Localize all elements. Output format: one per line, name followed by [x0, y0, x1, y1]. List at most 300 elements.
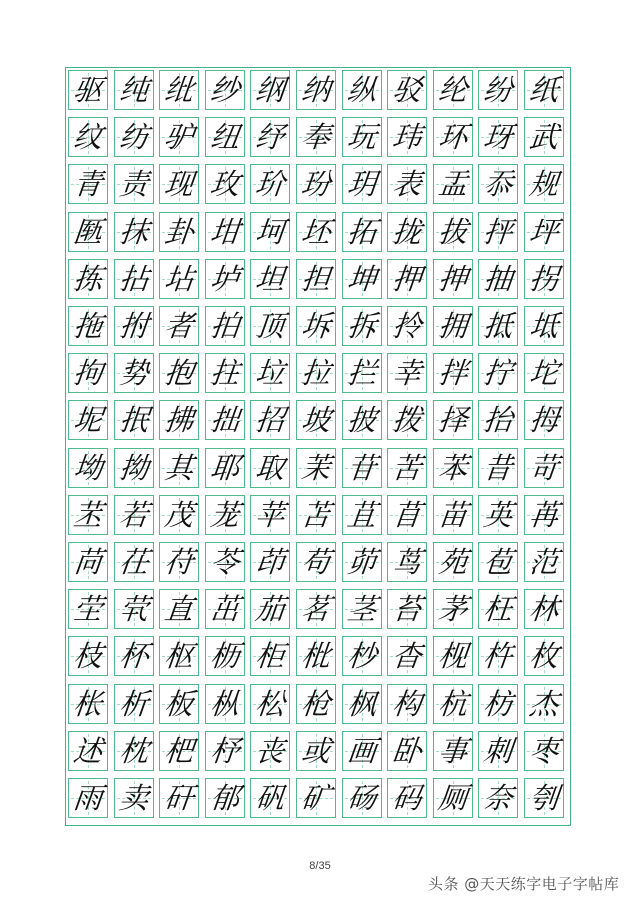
character-cell: [159, 495, 199, 535]
character-cell: [68, 778, 108, 818]
character-cell: [114, 353, 154, 393]
character-glyph: 抬: [482, 402, 515, 437]
grid-row: [66, 306, 570, 346]
character-cell: [296, 164, 336, 204]
character-cell: [387, 353, 427, 393]
character-cell: [296, 117, 336, 157]
character-glyph: 事: [436, 733, 470, 768]
character-glyph: 苓: [208, 544, 242, 579]
character-glyph: 杵: [482, 638, 515, 673]
character-glyph: 取: [254, 450, 287, 485]
character-cell: [68, 542, 108, 582]
character-cell: [68, 259, 108, 299]
character-glyph: 苦: [390, 450, 424, 485]
character-cell: [159, 70, 199, 110]
character-glyph: 茔: [71, 591, 105, 626]
character-glyph: 玥: [345, 166, 378, 201]
character-cell: [387, 117, 427, 157]
character-cell: [524, 164, 564, 204]
character-cell: [524, 212, 564, 252]
character-glyph: 拗: [117, 450, 150, 485]
character-cell: [342, 589, 382, 629]
character-glyph: 驳: [390, 72, 424, 107]
character-glyph: 茎: [345, 591, 378, 626]
character-cell: [159, 542, 199, 582]
character-cell: [68, 448, 108, 488]
character-cell: [68, 164, 108, 204]
grid-row: [66, 117, 570, 157]
character-cell: [296, 495, 336, 535]
character-cell: [159, 731, 199, 771]
character-glyph: 玠: [254, 166, 287, 201]
character-cell: [159, 259, 199, 299]
character-cell: [524, 542, 564, 582]
character-glyph: 坼: [299, 308, 333, 343]
character-glyph: 茅: [436, 591, 470, 626]
character-glyph: 抨: [482, 214, 515, 249]
character-glyph: 纰: [162, 72, 196, 107]
character-cell: [524, 636, 564, 676]
character-cell: [250, 684, 290, 724]
character-glyph: 枉: [482, 591, 515, 626]
character-glyph: 纸: [527, 72, 561, 107]
character-cell: [524, 306, 564, 346]
grid-row: [66, 731, 570, 771]
character-glyph: 郁: [208, 780, 242, 815]
character-cell: [250, 164, 290, 204]
character-cell: [205, 70, 245, 110]
character-cell: [342, 212, 382, 252]
character-glyph: 匦: [71, 214, 105, 249]
character-glyph: 松: [254, 686, 287, 721]
character-cell: [478, 448, 518, 488]
character-cell: [433, 589, 473, 629]
character-cell: [114, 212, 154, 252]
character-cell: [478, 542, 518, 582]
character-glyph: 苒: [527, 497, 561, 532]
character-cell: [114, 542, 154, 582]
character-cell: [68, 495, 108, 535]
character-glyph: 杷: [162, 733, 196, 768]
character-glyph: 抱: [162, 355, 196, 390]
character-cell: [433, 636, 473, 676]
character-cell: [114, 448, 154, 488]
character-glyph: 武: [527, 119, 561, 154]
character-glyph: 青: [71, 166, 105, 201]
character-glyph: 招: [254, 402, 287, 437]
character-cell: [387, 306, 427, 346]
character-glyph: 杰: [527, 686, 561, 721]
character-glyph: 茕: [117, 591, 150, 626]
character-cell: [524, 117, 564, 157]
character-cell: [342, 778, 382, 818]
character-cell: [205, 589, 245, 629]
character-glyph: 茉: [299, 450, 333, 485]
character-cell: [68, 589, 108, 629]
character-glyph: 柜: [254, 638, 287, 673]
character-glyph: 抹: [117, 214, 150, 249]
grid-row: [66, 212, 570, 252]
character-glyph: 玢: [299, 166, 333, 201]
character-glyph: 顶: [254, 308, 287, 343]
character-glyph: 奈: [482, 780, 515, 815]
character-glyph: 纹: [71, 119, 105, 154]
character-glyph: 拦: [345, 355, 378, 390]
character-cell: [387, 542, 427, 582]
character-glyph: 茑: [390, 544, 424, 579]
character-glyph: 拔: [436, 214, 470, 249]
character-glyph: 纱: [208, 72, 242, 107]
grid-row: [66, 684, 570, 724]
character-glyph: 枪: [299, 686, 333, 721]
character-glyph: 茂: [162, 497, 196, 532]
character-cell: [433, 778, 473, 818]
character-glyph: 卧: [390, 733, 424, 768]
character-cell: [387, 731, 427, 771]
character-glyph: 耶: [208, 450, 242, 485]
character-glyph: 坦: [254, 261, 287, 296]
character-glyph: 杪: [345, 638, 378, 673]
character-cell: [387, 70, 427, 110]
character-glyph: 苫: [299, 497, 333, 532]
character-glyph: 玮: [390, 119, 424, 154]
character-glyph: 枧: [436, 638, 470, 673]
character-glyph: 纷: [482, 72, 515, 107]
character-glyph: 拂: [162, 402, 196, 437]
character-cell: [433, 306, 473, 346]
character-glyph: 枕: [117, 733, 150, 768]
character-glyph: 坤: [345, 261, 378, 296]
character-cell: [433, 684, 473, 724]
character-glyph: 纾: [254, 119, 287, 154]
character-cell: [250, 259, 290, 299]
character-cell: [296, 636, 336, 676]
character-cell: [524, 495, 564, 535]
character-glyph: 卦: [162, 214, 196, 249]
character-glyph: 茁: [208, 591, 242, 626]
character-glyph: 坻: [527, 308, 561, 343]
character-glyph: 构: [390, 686, 424, 721]
character-cell: [524, 684, 564, 724]
character-cell: [524, 778, 564, 818]
character-cell: [478, 70, 518, 110]
character-glyph: 苑: [436, 544, 470, 579]
character-cell: [478, 212, 518, 252]
character-glyph: 担: [299, 261, 333, 296]
character-cell: [159, 164, 199, 204]
character-glyph: 者: [162, 308, 196, 343]
page-number: 8/35: [309, 860, 331, 872]
character-glyph: 垃: [254, 355, 287, 390]
character-glyph: 雨: [71, 780, 105, 815]
character-glyph: 英: [482, 497, 515, 532]
character-cell: [250, 495, 290, 535]
character-glyph: 拘: [71, 355, 105, 390]
character-cell: [342, 353, 382, 393]
character-cell: [342, 164, 382, 204]
character-glyph: 拖: [71, 308, 105, 343]
character-cell: [342, 448, 382, 488]
character-glyph: 林: [527, 591, 561, 626]
character-cell: [433, 731, 473, 771]
character-glyph: 苜: [390, 497, 424, 532]
character-cell: [387, 778, 427, 818]
character-glyph: 茆: [345, 544, 378, 579]
character-glyph: 枨: [71, 686, 105, 721]
character-cell: [114, 778, 154, 818]
character-cell: [68, 353, 108, 393]
character-glyph: 矾: [254, 780, 287, 815]
character-glyph: 纽: [208, 119, 242, 154]
character-cell: [205, 778, 245, 818]
character-glyph: 杯: [117, 638, 150, 673]
character-cell: [478, 400, 518, 440]
grid-row: [66, 636, 570, 676]
character-cell: [250, 212, 290, 252]
character-cell: [114, 117, 154, 157]
grid-row: [66, 778, 570, 818]
character-glyph: 抵: [482, 308, 515, 343]
character-glyph: 押: [390, 261, 424, 296]
character-cell: [159, 636, 199, 676]
character-cell: [524, 731, 564, 771]
character-cell: [296, 731, 336, 771]
character-glyph: 拓: [345, 214, 378, 249]
character-cell: [250, 70, 290, 110]
character-glyph: 纲: [254, 72, 287, 107]
character-cell: [296, 353, 336, 393]
character-glyph: 抽: [482, 261, 515, 296]
character-cell: [342, 259, 382, 299]
character-glyph: 直: [162, 591, 196, 626]
character-glyph: 苷: [345, 450, 378, 485]
character-cell: [250, 778, 290, 818]
character-cell: [250, 400, 290, 440]
character-glyph: 苘: [71, 544, 105, 579]
character-glyph: 丧: [254, 733, 287, 768]
character-glyph: 纳: [299, 72, 333, 107]
character-cell: [387, 448, 427, 488]
character-glyph: 昔: [482, 450, 515, 485]
character-cell: [478, 778, 518, 818]
character-cell: [159, 589, 199, 629]
character-glyph: 苗: [436, 497, 470, 532]
character-glyph: 刳: [527, 780, 561, 815]
character-cell: [433, 212, 473, 252]
character-glyph: 苴: [345, 497, 378, 532]
character-glyph: 坷: [254, 214, 287, 249]
character-glyph: 纯: [117, 72, 150, 107]
character-cell: [387, 684, 427, 724]
character-cell: [205, 542, 245, 582]
character-cell: [205, 636, 245, 676]
character-cell: [250, 448, 290, 488]
character-glyph: 坡: [299, 402, 333, 437]
character-glyph: 势: [117, 355, 150, 390]
character-glyph: 杼: [208, 733, 242, 768]
character-glyph: 责: [117, 166, 150, 201]
character-cell: [296, 448, 336, 488]
character-glyph: 析: [117, 686, 150, 721]
character-cell: [114, 589, 154, 629]
character-glyph: 拌: [436, 355, 470, 390]
character-glyph: 苛: [527, 450, 561, 485]
character-cell: [68, 636, 108, 676]
character-cell: [159, 212, 199, 252]
character-glyph: 苟: [299, 544, 333, 579]
grid-row: [66, 589, 570, 629]
character-glyph: 茌: [117, 544, 150, 579]
character-glyph: 砀: [345, 780, 378, 815]
character-cell: [159, 306, 199, 346]
character-cell: [205, 448, 245, 488]
character-glyph: 奉: [299, 119, 333, 154]
character-cell: [433, 353, 473, 393]
character-cell: [478, 353, 518, 393]
character-cell: [68, 70, 108, 110]
character-glyph: 拣: [71, 261, 105, 296]
grid-row: [66, 70, 570, 110]
character-glyph: 枣: [527, 733, 561, 768]
character-glyph: 茏: [208, 497, 242, 532]
character-cell: [205, 259, 245, 299]
character-cell: [205, 306, 245, 346]
character-cell: [433, 400, 473, 440]
character-glyph: 拨: [390, 402, 424, 437]
character-cell: [342, 684, 382, 724]
character-cell: [478, 117, 518, 157]
character-glyph: 茄: [254, 591, 287, 626]
character-glyph: 现: [162, 166, 196, 201]
character-glyph: 披: [345, 402, 378, 437]
character-cell: [205, 684, 245, 724]
character-cell: [433, 495, 473, 535]
character-glyph: 画: [345, 733, 378, 768]
character-glyph: 驱: [71, 72, 105, 107]
character-glyph: 范: [527, 544, 561, 579]
character-cell: [296, 684, 336, 724]
character-cell: [296, 306, 336, 346]
character-cell: [478, 684, 518, 724]
grid-row: [66, 448, 570, 488]
character-glyph: 苔: [390, 591, 424, 626]
character-cell: [433, 259, 473, 299]
character-cell: [250, 306, 290, 346]
character-cell: [250, 353, 290, 393]
character-cell: [524, 589, 564, 629]
character-glyph: 或: [299, 733, 333, 768]
character-glyph: 拢: [390, 214, 424, 249]
character-cell: [387, 400, 427, 440]
character-cell: [159, 684, 199, 724]
character-cell: [478, 259, 518, 299]
character-cell: [68, 117, 108, 157]
character-glyph: 码: [390, 780, 424, 815]
character-cell: [342, 731, 382, 771]
character-glyph: 厕: [436, 780, 470, 815]
character-glyph: 坭: [71, 402, 105, 437]
character-cell: [433, 117, 473, 157]
character-glyph: 矸: [162, 780, 196, 815]
character-glyph: 矿: [299, 780, 333, 815]
character-cell: [524, 448, 564, 488]
character-cell: [205, 164, 245, 204]
character-cell: [68, 684, 108, 724]
character-glyph: 坯: [299, 214, 333, 249]
character-cell: [387, 636, 427, 676]
character-cell: [250, 589, 290, 629]
character-glyph: 卖: [117, 780, 150, 815]
character-glyph: 忝: [482, 166, 515, 201]
character-cell: [296, 259, 336, 299]
character-glyph: 玩: [345, 119, 378, 154]
character-glyph: 枢: [162, 638, 196, 673]
character-cell: [68, 306, 108, 346]
character-glyph: 拄: [208, 355, 242, 390]
character-glyph: 拍: [208, 308, 242, 343]
character-cell: [296, 542, 336, 582]
character-cell: [159, 353, 199, 393]
character-cell: [342, 117, 382, 157]
character-glyph: 拈: [117, 261, 150, 296]
character-glyph: 幸: [390, 355, 424, 390]
character-cell: [250, 542, 290, 582]
character-glyph: 枋: [482, 686, 515, 721]
character-glyph: 刺: [482, 733, 515, 768]
character-glyph: 坫: [162, 261, 196, 296]
character-glyph: 拙: [208, 402, 242, 437]
grid-row: [66, 400, 570, 440]
character-cell: [433, 164, 473, 204]
character-cell: [205, 117, 245, 157]
character-cell: [250, 636, 290, 676]
character-glyph: 杭: [436, 686, 470, 721]
character-cell: [387, 589, 427, 629]
character-cell: [68, 212, 108, 252]
character-cell: [205, 495, 245, 535]
character-glyph: 枫: [345, 686, 378, 721]
character-glyph: 苯: [436, 450, 470, 485]
character-cell: [159, 778, 199, 818]
character-cell: [524, 400, 564, 440]
character-cell: [342, 542, 382, 582]
character-glyph: 拐: [527, 261, 561, 296]
character-cell: [433, 70, 473, 110]
character-glyph: 纶: [436, 72, 470, 107]
character-cell: [205, 353, 245, 393]
character-cell: [250, 731, 290, 771]
character-glyph: 盂: [436, 166, 470, 201]
character-cell: [114, 731, 154, 771]
character-glyph: 驴: [162, 119, 196, 154]
character-glyph: 玡: [482, 119, 515, 154]
character-glyph: 若: [117, 497, 150, 532]
grid-row: [66, 259, 570, 299]
character-cell: [250, 117, 290, 157]
character-glyph: 枞: [208, 686, 242, 721]
character-glyph: 茚: [254, 544, 287, 579]
grid-row: [66, 542, 570, 582]
character-cell: [114, 259, 154, 299]
character-cell: [205, 212, 245, 252]
character-cell: [114, 306, 154, 346]
character-cell: [387, 212, 427, 252]
character-cell: [433, 542, 473, 582]
character-glyph: 板: [162, 686, 196, 721]
character-cell: [524, 353, 564, 393]
character-glyph: 苹: [254, 497, 287, 532]
character-glyph: 苞: [482, 544, 515, 579]
